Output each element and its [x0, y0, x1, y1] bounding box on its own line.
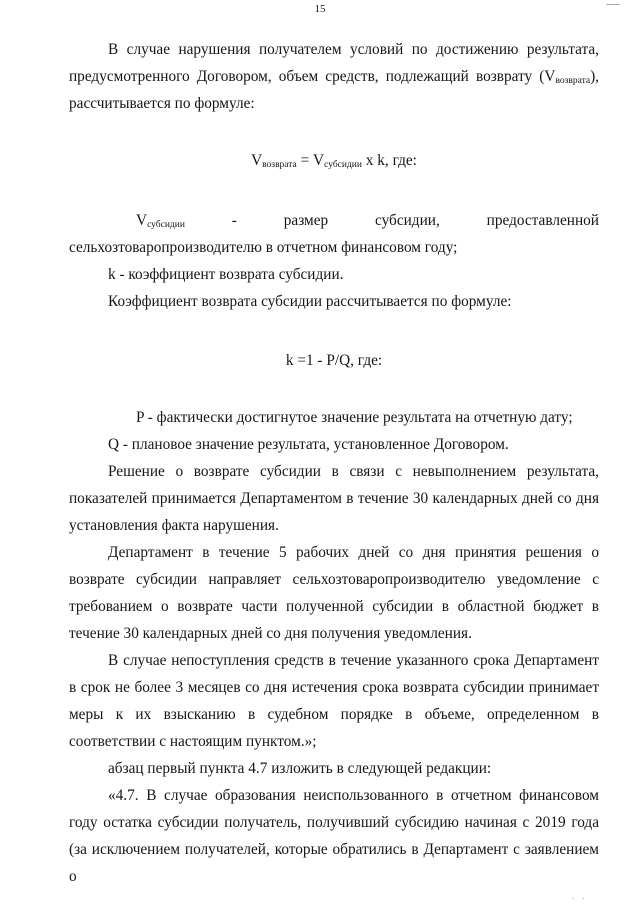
document-body: [69, 36, 599, 890]
paragraph-volume-of-funds: В случае нарушения получателем условий по достижению результата, предусмотренного Договором, объем средств, подлежащий возврату $(V_{возврата})$, рассчитывается по формуле:: [69, 41, 599, 112]
definition-q: Q - плановое значение результата, установленное Договором.: [108, 436, 509, 453]
definition-k: k - коэффициент возврата субсидии.: [108, 266, 344, 283]
formula-return-volume: $V_{возврата} = V_{субсидии}$ x k, где:: [251, 152, 417, 170]
definition-p: P - фактически достигнутое значение результата на отчетную дату;: [136, 409, 573, 426]
paragraph-amendment: абзац первый пункта 4.7 изложить в следующей редакции:: [108, 760, 492, 777]
paragraph-decision: Решение о возврате субсидии в связи с невыполнением результата, показателей принимается Департаментом в течение 30 календарных дней со дня установления факта нарушения.: [69, 463, 599, 534]
definition-v-subsidy: $V_{субсидии}$ - размер субсидии, предоставленной сельхозтоваропроизводителю в отчетном финансовом году;: [69, 212, 599, 256]
paragraph-notice: Департамент в течение 5 рабочих дней со дня принятия решения о возврате субсидии направляет сельхозтоваропроизводителю уведомление с требованием о возврате части полученной субсидии в областной бюджет в течение 30 календарных дней со дня получения уведомления.: [69, 544, 599, 642]
formula-k: k =1 - P/Q, где:: [285, 352, 383, 369]
paragraph-recovery: В случае непоступления средств в течение указанного срока Департамент в срок не более 3 месяцев со дня истечения срока возврата субсидии принимает меры к их взысканию в судебном порядке в объеме, определенном в соответствии с настоящим пунктом.»;: [69, 652, 599, 750]
paragraph-k-formula-intro: Коэффициент возврата субсидии рассчитывается по формуле:: [108, 293, 512, 310]
page-number: 15: [314, 3, 326, 15]
scan-footer-mark: · ·: [572, 895, 588, 903]
paragraph-item-4-7: «4.7. В случае образования неиспользованного в отчетном финансовом году остатка субсидии получатель, получивший субсидию начиная с 2019 года (за исключением получателей, которые обратились в Департамент с заявлением о: [69, 787, 599, 885]
